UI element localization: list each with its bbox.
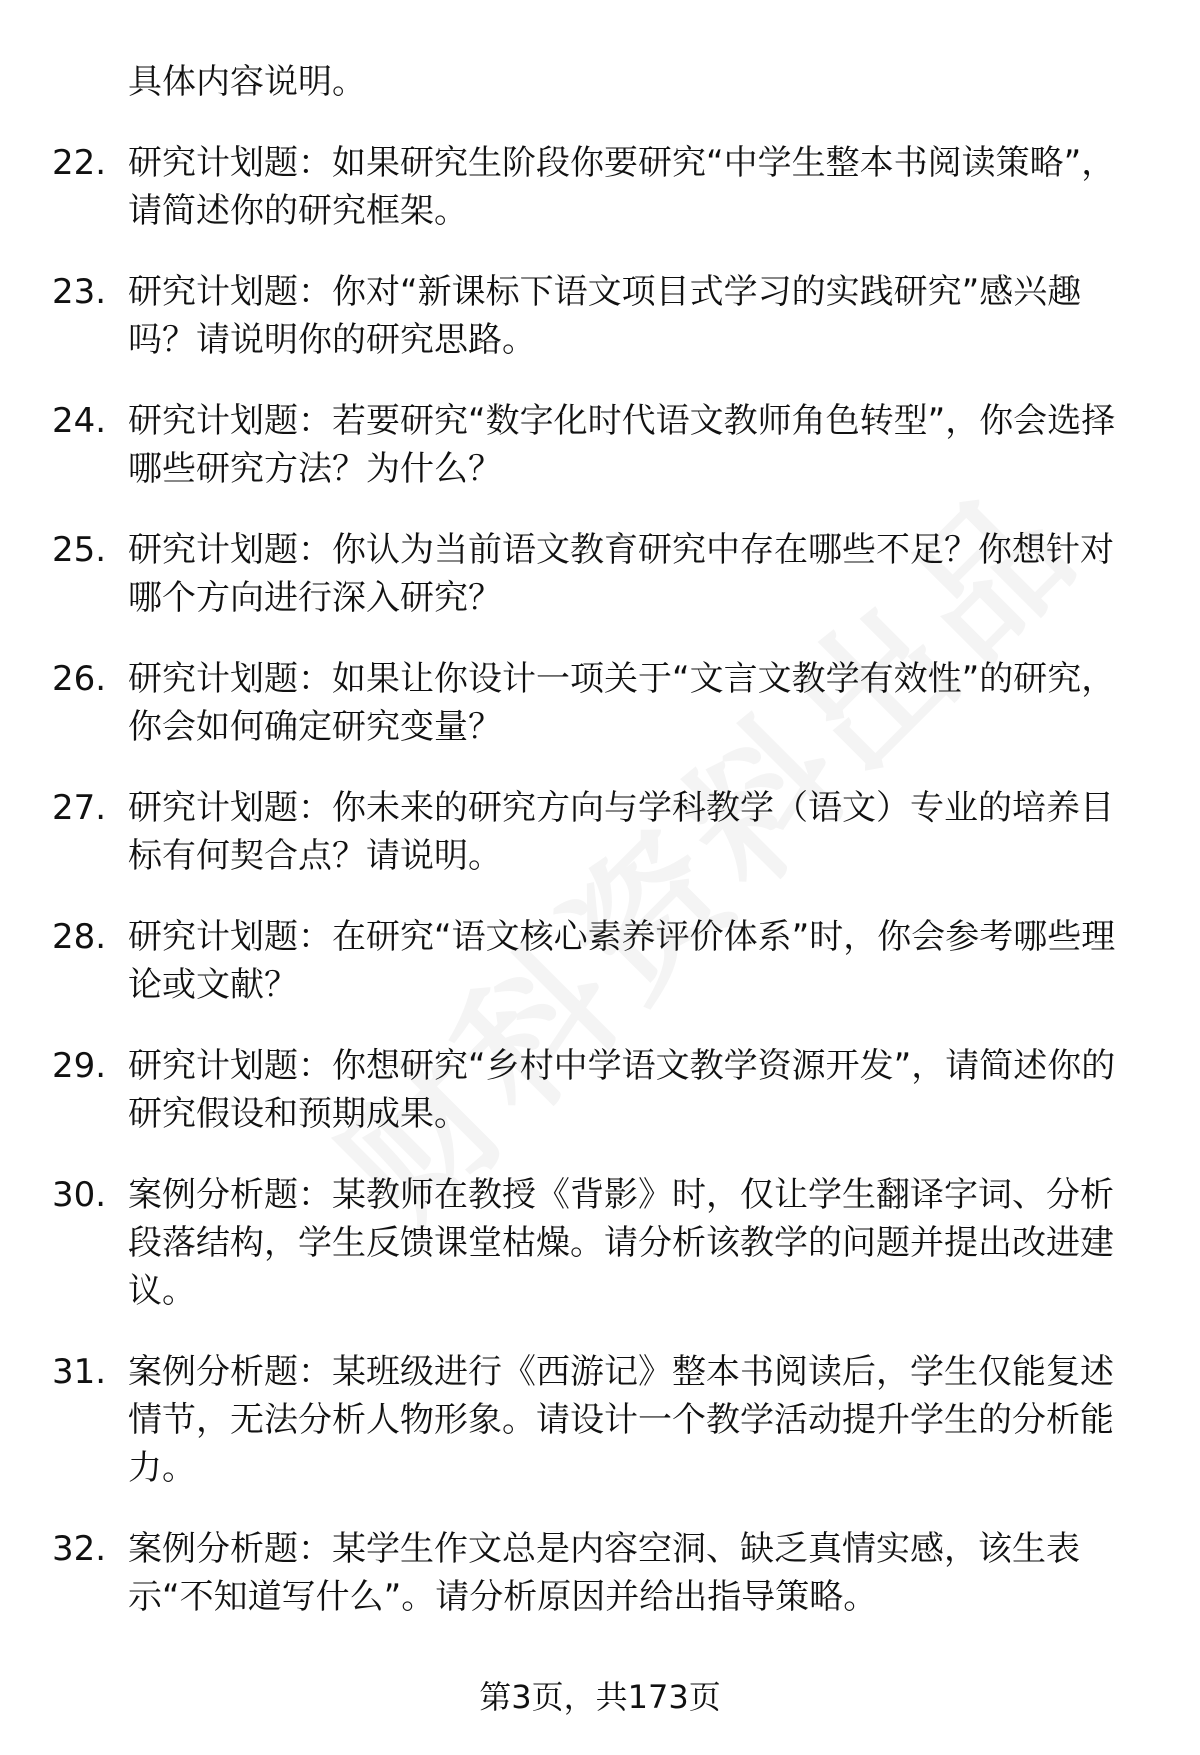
list-item (52, 526, 1142, 622)
item-text: 案例分析题：某学生作文总是内容空洞、缺乏真情实感，该生表示“不知道写什么”。请分析原因并给出指导策略。 (128, 1529, 1080, 1617)
continuation-text: 具体内容说明。 (128, 62, 366, 102)
list-item (52, 1525, 1142, 1621)
item-number: 30. (52, 1175, 107, 1215)
item-text: 研究计划题：你对“新课标下语文项目式学习的实践研究”感兴趣吗？请说明你的研究思路。 (128, 272, 1082, 360)
item-number: 25. (52, 530, 107, 570)
page-footer: 第3页，共173页 (479, 1678, 721, 1716)
item-number: 23. (52, 272, 107, 312)
list-item (52, 1042, 1142, 1138)
item-text: 研究计划题：若要研究“数字化时代语文教师角色转型”，你会选择哪些研究方法？为什么？ (128, 401, 1116, 489)
item-text: 研究计划题：在研究“语文核心素养评价体系”时，你会参考哪些理论或文献？ (128, 917, 1116, 1005)
item-number: 24. (52, 401, 107, 441)
item-number: 27. (52, 788, 107, 828)
list-item (52, 397, 1142, 493)
item-number: 28. (52, 917, 107, 957)
item-text: 研究计划题：你想研究“乡村中学语文教学资源开发”，请简述你的研究假设和预期成果。 (128, 1046, 1116, 1134)
item-number: 26. (52, 659, 107, 699)
item-number: 32. (52, 1529, 107, 1569)
question-list (52, 58, 1142, 1654)
list-item-continuation (52, 58, 1142, 106)
item-text: 案例分析题：某班级进行《西游记》整本书阅读后，学生仅能复述情节，无法分析人物形象。请设计一个教学活动提升学生的分析能力。 (128, 1352, 1114, 1488)
item-number: 22. (52, 143, 107, 183)
list-item (52, 1171, 1142, 1315)
item-text: 研究计划题：你未来的研究方向与学科教学（语文）专业的培养目标有何契合点？请说明。 (128, 788, 1114, 876)
item-text: 案例分析题：某教师在教授《背影》时，仅让学生翻译字词、分析段落结构，学生反馈课堂枯燥。请分析该教学的问题并提出改进建议。 (128, 1175, 1114, 1311)
item-text: 研究计划题：你认为当前语文教育研究中存在哪些不足？你想针对哪个方向进行深入研究？ (128, 530, 1114, 618)
item-text: 研究计划题：如果让你设计一项关于“文言文教学有效性”的研究，你会如何确定研究变量？ (128, 659, 1116, 747)
list-item (52, 139, 1142, 235)
list-item (52, 784, 1142, 880)
list-item (52, 913, 1142, 1009)
list-item (52, 268, 1142, 364)
item-number: 29. (52, 1046, 107, 1086)
item-number: 31. (52, 1352, 107, 1392)
list-item (52, 1348, 1142, 1492)
list-item (52, 655, 1142, 751)
item-text: 研究计划题：如果研究生阶段你要研究“中学生整本书阅读策略”，请简述你的研究框架。 (128, 143, 1116, 231)
